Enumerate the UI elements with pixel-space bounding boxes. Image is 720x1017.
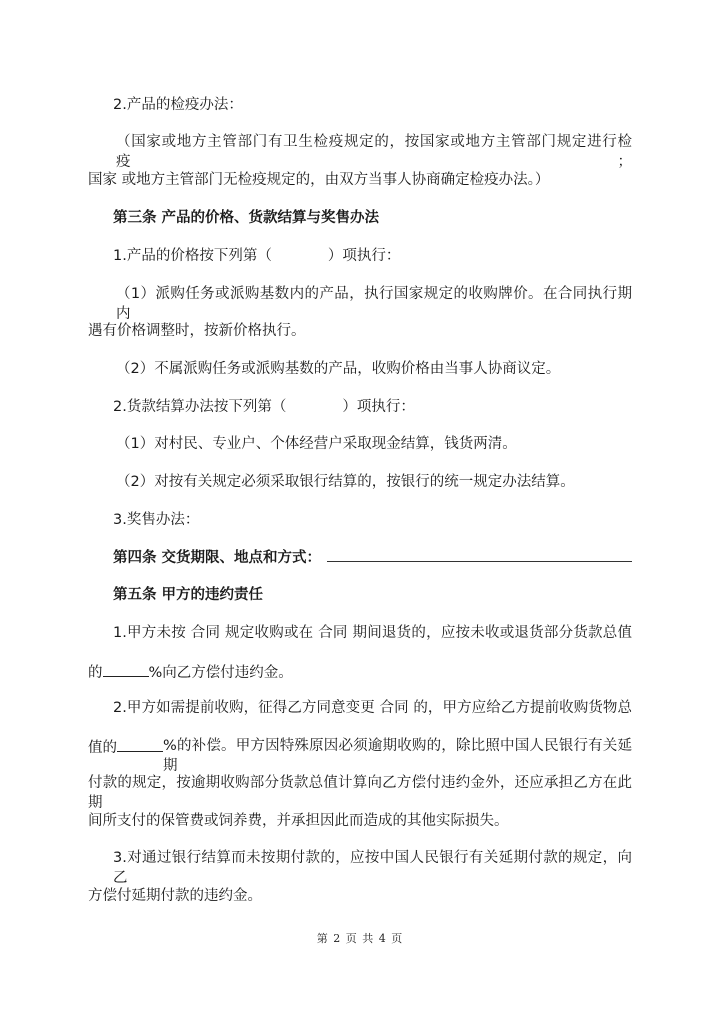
breach-1: 1.甲方未按 合同 规定收购或在 合同 期间退货的，应按未收或退货部分货款总值 (113, 625, 632, 641)
article-4-line (113, 547, 632, 568)
settlement-item-2: （2）对按有关规定必须采取银行结算的，按银行的统一规定办法结算。 (116, 474, 575, 490)
price-item-1: （1）派购任务或派购基数内的产品，执行国家规定的收购牌价。在合同执行期内 (116, 286, 632, 322)
article-4-title: 第四条 交货期限、地点和方式： (113, 550, 322, 566)
breach-2: 2.甲方如需提前收购，征得乙方同意变更 合同 的，甲方应给乙方提前收购货物总 (113, 700, 632, 716)
reward-sales-heading: 3.奖售办法： (113, 512, 200, 528)
quarantine-text: （国家或地方主管部门有卫生检疫规定的，按国家或地方主管部门规定进行检疫； (116, 134, 632, 170)
text: ）项执行： (327, 248, 401, 264)
penalty-percent-field[interactable] (103, 661, 149, 677)
settlement-option-line (113, 397, 632, 417)
article-3-title: 第三条 产品的价格、货款结算与奖售办法 (113, 210, 380, 226)
text: %的补偿。甲方因特殊原因必须逾期收购的，除比照中国人民银行有关延期 (163, 738, 632, 774)
text: %向乙方偿付违约金。 (148, 665, 293, 681)
text: 1.产品的价格按下列第（ (113, 248, 272, 264)
article-5-title: 第五条 甲方的违约责任 (113, 587, 264, 603)
quarantine-text-cont: 国家 或地方主管部门无检疫规定的，由双方当事人协商确定检疫办法。） (88, 172, 550, 188)
clause-2-2-heading: 2.产品的检疫办法： (113, 97, 243, 113)
breach-2-cont2: 付款的规定，按逾期收购部分货款总值计算向乙方偿付违约金外，还应承担乙方在此期 (88, 775, 632, 811)
delivery-terms-field[interactable] (327, 547, 632, 562)
text: 2.货款结算办法按下列第（ (113, 399, 287, 415)
price-item-2: （2）不属派购任务或派购基数的产品，收购价格由当事人协商议定。 (116, 361, 561, 377)
settlement-item-1: （1）对村民、专业户、个体经营户采取现金结算，钱货两清。 (116, 436, 517, 452)
text: 值的 (88, 740, 117, 756)
price-item-1-cont: 遇有价格调整时，按新价格执行。 (88, 323, 306, 339)
price-option-line (113, 246, 632, 266)
text: 的 (88, 665, 103, 681)
compensation-percent-field[interactable] (117, 736, 163, 752)
breach-3-cont: 方偿付延期付款的违约金。 (88, 888, 262, 904)
page-number: 第 2 页 共 4 页 (316, 932, 404, 945)
text: ）项执行： (342, 399, 415, 415)
breach-1-cont (88, 661, 632, 683)
breach-2-cont3: 间所支付的保管费或饲养费，并承担因此而造成的其他实际损失。 (88, 813, 509, 829)
breach-3: 3.对通过银行结算而未按期付款的，应按中国人民银行有关延期付款的规定，向乙 (113, 850, 632, 886)
breach-2-cont (88, 736, 632, 776)
